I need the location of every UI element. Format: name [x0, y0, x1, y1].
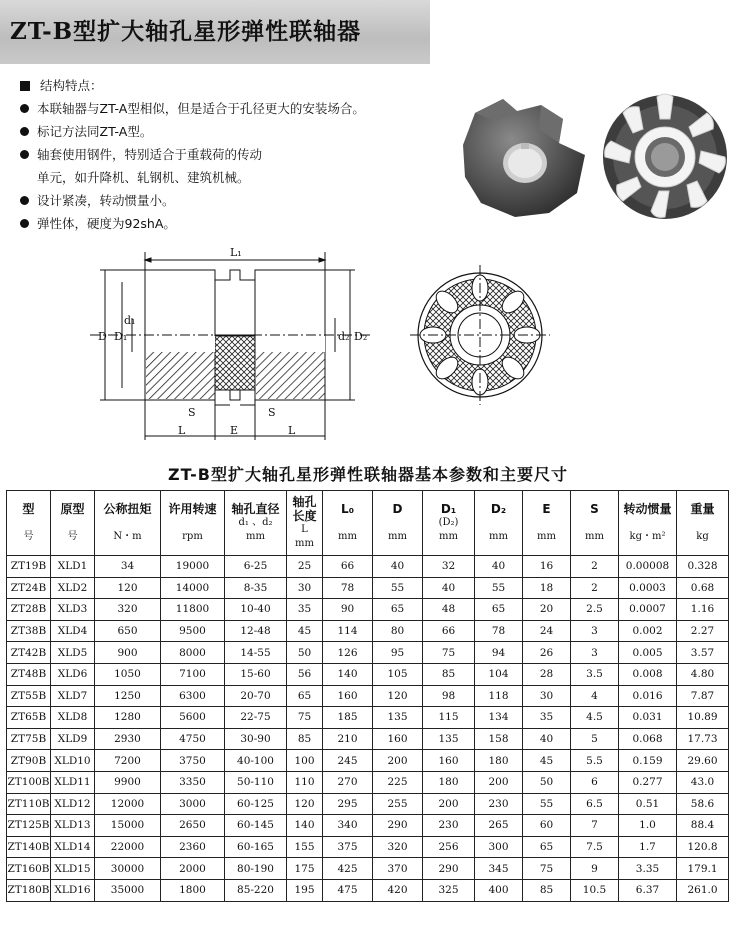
table-cell: 114: [323, 620, 373, 642]
hub-photo: [463, 99, 585, 217]
table-cell: 245: [323, 750, 373, 772]
table-cell: 160: [373, 728, 423, 750]
feature-item: [20, 143, 365, 166]
table-cell: 45: [287, 620, 323, 642]
table-cell: 43.0: [677, 771, 729, 793]
table-cell: 175: [287, 858, 323, 880]
table-row: [7, 793, 729, 815]
table-cell: 32: [423, 556, 475, 578]
table-cell: 160: [423, 750, 475, 772]
table-cell: 0.328: [677, 556, 729, 578]
label-d1: d₁: [124, 314, 136, 327]
label-L-left: L: [178, 424, 186, 437]
table-cell: 110: [287, 771, 323, 793]
table-cell: 4750: [161, 728, 225, 750]
label-D1: D₁: [114, 330, 128, 343]
table-cell: 420: [373, 879, 423, 901]
table-row: [7, 599, 729, 621]
table-row: [7, 750, 729, 772]
table-cell: 65: [523, 836, 571, 858]
table-cell: 3: [571, 642, 619, 664]
table-cell: 105: [373, 663, 423, 685]
table-cell: 45: [523, 750, 571, 772]
table-cell: XLD15: [51, 858, 95, 880]
table-title: ZT-B型扩大轴孔星形弹性联轴器基本参数和主要尺寸: [167, 465, 568, 484]
table-row: [7, 815, 729, 837]
table-cell: ZT24B: [7, 577, 51, 599]
table-cell: 7.5: [571, 836, 619, 858]
table-cell: 126: [323, 642, 373, 664]
table-cell: ZT38B: [7, 620, 51, 642]
table-cell: 6: [571, 771, 619, 793]
table-cell: 1050: [95, 663, 161, 685]
table-cell: 290: [373, 815, 423, 837]
table-cell: 6300: [161, 685, 225, 707]
table-row: [7, 836, 729, 858]
table-cell: XLD3: [51, 599, 95, 621]
table-cell: 55: [373, 577, 423, 599]
table-cell: 75: [523, 858, 571, 880]
table-cell: 370: [373, 858, 423, 880]
table-cell: 85: [287, 728, 323, 750]
table-cell: 180: [423, 771, 475, 793]
table-cell: 185: [323, 707, 373, 729]
table-cell: 1800: [161, 879, 225, 901]
table-cell: 14-55: [225, 642, 287, 664]
table-cell: 16: [523, 556, 571, 578]
bullet-icon: [20, 219, 29, 228]
table-cell: 1.7: [619, 836, 677, 858]
table-cell: 22-75: [225, 707, 287, 729]
column-header: L₀ mm: [323, 491, 373, 556]
table-cell: 30000: [95, 858, 161, 880]
column-header: 转动惯量 kg・m²: [619, 491, 677, 556]
table-cell: 115: [423, 707, 475, 729]
table-cell: 2930: [95, 728, 161, 750]
table-cell: XLD13: [51, 815, 95, 837]
table-cell: 1280: [95, 707, 161, 729]
table-cell: 60-145: [225, 815, 287, 837]
table-cell: 0.51: [619, 793, 677, 815]
table-cell: 2650: [161, 815, 225, 837]
table-cell: 7.87: [677, 685, 729, 707]
table-cell: 100: [287, 750, 323, 772]
table-cell: 15-60: [225, 663, 287, 685]
table-cell: 1.0: [619, 815, 677, 837]
table-cell: 3350: [161, 771, 225, 793]
table-cell: 140: [287, 815, 323, 837]
table-cell: 66: [323, 556, 373, 578]
table-cell: 400: [475, 879, 523, 901]
table-cell: 30-90: [225, 728, 287, 750]
column-header: D mm: [373, 491, 423, 556]
table-cell: 0.159: [619, 750, 677, 772]
table-cell: 24: [523, 620, 571, 642]
table-cell: 120.8: [677, 836, 729, 858]
table-cell: ZT55B: [7, 685, 51, 707]
table-cell: 3.5: [571, 663, 619, 685]
table-cell: 10-40: [225, 599, 287, 621]
label-d2: d₂: [338, 330, 350, 343]
bullet-icon: [20, 196, 29, 205]
table-cell: ZT42B: [7, 642, 51, 664]
column-header: 许用转速 rpm: [161, 491, 225, 556]
features-section: [20, 74, 365, 235]
feature-item: [20, 189, 365, 212]
table-cell: XLD2: [51, 577, 95, 599]
table-cell: 4.80: [677, 663, 729, 685]
table-cell: 160: [323, 685, 373, 707]
table-cell: 80-190: [225, 858, 287, 880]
table-cell: 48: [423, 599, 475, 621]
table-cell: 140: [323, 663, 373, 685]
table-row: [7, 879, 729, 901]
label-S-right: S: [268, 406, 276, 419]
table-cell: 50-110: [225, 771, 287, 793]
table-cell: 14000: [161, 577, 225, 599]
feature-text: 本联轴器与ZT-A型相似，但是适合于孔径更大的安装场合。: [37, 101, 365, 116]
table-cell: 15000: [95, 815, 161, 837]
column-header: 原型 号: [51, 491, 95, 556]
table-cell: 40: [423, 577, 475, 599]
table-cell: 4: [571, 685, 619, 707]
features-heading-text: 结构特点：: [40, 78, 103, 93]
features-heading: [20, 74, 365, 97]
table-cell: XLD5: [51, 642, 95, 664]
table-cell: 94: [475, 642, 523, 664]
product-photos: [455, 85, 735, 235]
table-cell: 2: [571, 556, 619, 578]
table-cell: ZT75B: [7, 728, 51, 750]
table-cell: 5: [571, 728, 619, 750]
table-cell: 270: [323, 771, 373, 793]
table-cell: 2.27: [677, 620, 729, 642]
table-cell: 3.57: [677, 642, 729, 664]
table-cell: 7200: [95, 750, 161, 772]
table-cell: XLD6: [51, 663, 95, 685]
table-cell: ZT65B: [7, 707, 51, 729]
table-cell: 6.37: [619, 879, 677, 901]
table-cell: 34: [95, 556, 161, 578]
table-cell: 66: [423, 620, 475, 642]
table-cell: 2360: [161, 836, 225, 858]
table-cell: 29.60: [677, 750, 729, 772]
table-cell: XLD8: [51, 707, 95, 729]
table-cell: 0.008: [619, 663, 677, 685]
table-cell: 95: [373, 642, 423, 664]
table-cell: 290: [423, 858, 475, 880]
table-cell: 22000: [95, 836, 161, 858]
table-cell: 5.5: [571, 750, 619, 772]
table-cell: 25: [287, 556, 323, 578]
table-cell: 0.68: [677, 577, 729, 599]
table-cell: 85: [523, 879, 571, 901]
table-cell: XLD4: [51, 620, 95, 642]
spec-table-body: [7, 556, 729, 902]
table-cell: 230: [475, 793, 523, 815]
table-cell: 50: [287, 642, 323, 664]
table-cell: XLD16: [51, 879, 95, 901]
table-cell: 180: [475, 750, 523, 772]
table-cell: XLD11: [51, 771, 95, 793]
table-row: [7, 663, 729, 685]
table-cell: 60-165: [225, 836, 287, 858]
dimension-drawing: [70, 240, 630, 455]
table-row: [7, 771, 729, 793]
table-cell: 3000: [161, 793, 225, 815]
label-D2: D₂: [354, 330, 368, 343]
table-cell: 75: [287, 707, 323, 729]
table-cell: 295: [323, 793, 373, 815]
feature-text: 标记方法同ZT-A型。: [37, 124, 153, 139]
spider-photo: [603, 94, 727, 219]
table-cell: 18: [523, 577, 571, 599]
table-cell: 9500: [161, 620, 225, 642]
column-header: D₂ mm: [475, 491, 523, 556]
table-row: [7, 728, 729, 750]
table-cell: 230: [423, 815, 475, 837]
table-cell: 8-35: [225, 577, 287, 599]
table-cell: 0.031: [619, 707, 677, 729]
table-cell: 12-48: [225, 620, 287, 642]
label-D: D: [98, 330, 107, 343]
feature-item: [20, 212, 365, 235]
spec-table-header: [7, 491, 729, 556]
table-cell: XLD1: [51, 556, 95, 578]
table-cell: 78: [323, 577, 373, 599]
table-cell: 265: [475, 815, 523, 837]
table-cell: 58.6: [677, 793, 729, 815]
table-cell: 40: [475, 556, 523, 578]
feature-item: [20, 120, 365, 143]
table-row: [7, 577, 729, 599]
table-cell: 158: [475, 728, 523, 750]
table-cell: XLD12: [51, 793, 95, 815]
label-L1: L₁: [230, 246, 242, 259]
column-header: E mm: [523, 491, 571, 556]
table-cell: 65: [475, 599, 523, 621]
table-cell: 118: [475, 685, 523, 707]
table-cell: 2.5: [571, 599, 619, 621]
title-bar: [0, 0, 430, 64]
table-cell: 1.16: [677, 599, 729, 621]
table-cell: 20-70: [225, 685, 287, 707]
table-cell: XLD7: [51, 685, 95, 707]
table-cell: 340: [323, 815, 373, 837]
table-cell: 78: [475, 620, 523, 642]
table-cell: 65: [287, 685, 323, 707]
bullet-icon: [20, 150, 29, 159]
table-cell: 5600: [161, 707, 225, 729]
table-cell: 90: [323, 599, 373, 621]
table-cell: 300: [475, 836, 523, 858]
table-cell: 35: [523, 707, 571, 729]
table-cell: 3750: [161, 750, 225, 772]
table-cell: 120: [95, 577, 161, 599]
feature-text: 弹性体，硬度为92shA。: [37, 216, 176, 231]
table-row: [7, 556, 729, 578]
table-cell: 1250: [95, 685, 161, 707]
table-row: [7, 642, 729, 664]
table-cell: 650: [95, 620, 161, 642]
table-cell: 35000: [95, 879, 161, 901]
table-cell: 200: [475, 771, 523, 793]
table-cell: 104: [475, 663, 523, 685]
feature-text: 设计紧凑，转动惯量小。: [37, 193, 175, 208]
feature-item: [20, 97, 365, 120]
table-row: [7, 685, 729, 707]
table-cell: ZT48B: [7, 663, 51, 685]
table-cell: 12000: [95, 793, 161, 815]
table-cell: 134: [475, 707, 523, 729]
table-cell: 0.0007: [619, 599, 677, 621]
table-cell: 50: [523, 771, 571, 793]
table-cell: ZT28B: [7, 599, 51, 621]
label-L-right: L: [288, 424, 296, 437]
table-cell: 0.00008: [619, 556, 677, 578]
table-cell: 0.016: [619, 685, 677, 707]
table-cell: 3: [571, 620, 619, 642]
table-cell: 30: [523, 685, 571, 707]
column-header: 公称扭矩 N・m: [95, 491, 161, 556]
table-cell: ZT160B: [7, 858, 51, 880]
table-row: [7, 707, 729, 729]
table-cell: 85-220: [225, 879, 287, 901]
square-bullet-icon: [20, 81, 30, 91]
table-cell: 120: [373, 685, 423, 707]
table-cell: 320: [95, 599, 161, 621]
table-cell: 0.0003: [619, 577, 677, 599]
table-cell: XLD14: [51, 836, 95, 858]
table-cell: 7100: [161, 663, 225, 685]
table-cell: 20: [523, 599, 571, 621]
table-cell: 7: [571, 815, 619, 837]
table-cell: 40: [523, 728, 571, 750]
table-cell: 6.5: [571, 793, 619, 815]
table-cell: 320: [373, 836, 423, 858]
table-cell: 40-100: [225, 750, 287, 772]
table-cell: 195: [287, 879, 323, 901]
table-cell: 10.89: [677, 707, 729, 729]
table-cell: 425: [323, 858, 373, 880]
table-cell: 26: [523, 642, 571, 664]
table-cell: 256: [423, 836, 475, 858]
table-cell: 55: [523, 793, 571, 815]
table-cell: 9: [571, 858, 619, 880]
table-cell: ZT90B: [7, 750, 51, 772]
table-cell: 120: [287, 793, 323, 815]
table-cell: 60: [523, 815, 571, 837]
table-cell: 179.1: [677, 858, 729, 880]
feature-text: 轴套使用钢件，特别适合于重载荷的传动: [37, 147, 263, 162]
end-view: [410, 265, 550, 405]
table-cell: 75: [423, 642, 475, 664]
table-cell: 325: [423, 879, 475, 901]
table-cell: 8000: [161, 642, 225, 664]
table-cell: 225: [373, 771, 423, 793]
table-cell: 19000: [161, 556, 225, 578]
table-cell: 55: [475, 577, 523, 599]
table-row: [7, 620, 729, 642]
table-cell: 17.73: [677, 728, 729, 750]
table-cell: 0.277: [619, 771, 677, 793]
table-cell: 135: [423, 728, 475, 750]
table-cell: 200: [373, 750, 423, 772]
table-cell: 35: [287, 599, 323, 621]
feature-continuation: 单元，如升降机、轧钢机、建筑机械。: [37, 170, 250, 185]
column-header: 轴孔长度 L mm: [287, 491, 323, 556]
table-cell: 30: [287, 577, 323, 599]
table-cell: 2000: [161, 858, 225, 880]
label-S-left: S: [188, 406, 196, 419]
table-cell: ZT100B: [7, 771, 51, 793]
table-cell: 65: [373, 599, 423, 621]
table-cell: 4.5: [571, 707, 619, 729]
table-cell: 10.5: [571, 879, 619, 901]
table-cell: 6-25: [225, 556, 287, 578]
column-header: S mm: [571, 491, 619, 556]
table-cell: 0.068: [619, 728, 677, 750]
table-cell: 375: [323, 836, 373, 858]
column-header: 型 号: [7, 491, 51, 556]
table-cell: 261.0: [677, 879, 729, 901]
bullet-icon: [20, 104, 29, 113]
table-cell: 60-125: [225, 793, 287, 815]
table-cell: 28: [523, 663, 571, 685]
column-header: 重量 kg: [677, 491, 729, 556]
table-cell: 85: [423, 663, 475, 685]
table-cell: 210: [323, 728, 373, 750]
table-cell: ZT125B: [7, 815, 51, 837]
table-cell: ZT140B: [7, 836, 51, 858]
column-header: 轴孔直径 d₁ 、d₂ mm: [225, 491, 287, 556]
table-cell: 135: [373, 707, 423, 729]
table-cell: 475: [323, 879, 373, 901]
table-cell: 56: [287, 663, 323, 685]
table-cell: 0.005: [619, 642, 677, 664]
table-cell: 11800: [161, 599, 225, 621]
table-cell: 9900: [95, 771, 161, 793]
table-cell: 80: [373, 620, 423, 642]
table-cell: 3.35: [619, 858, 677, 880]
table-cell: 88.4: [677, 815, 729, 837]
table-cell: 200: [423, 793, 475, 815]
table-cell: 0.002: [619, 620, 677, 642]
column-header: D₁ (D₂) mm: [423, 491, 475, 556]
table-cell: XLD10: [51, 750, 95, 772]
bullet-icon: [20, 127, 29, 136]
table-cell: ZT19B: [7, 556, 51, 578]
table-cell: 40: [373, 556, 423, 578]
table-cell: 2: [571, 577, 619, 599]
table-cell: 255: [373, 793, 423, 815]
page-title: ZT-B型扩大轴孔星形弹性联轴器: [10, 18, 362, 45]
table-cell: 900: [95, 642, 161, 664]
table-cell: 155: [287, 836, 323, 858]
table-row: [7, 858, 729, 880]
table-cell: 345: [475, 858, 523, 880]
table-cell: 98: [423, 685, 475, 707]
table-cell: ZT110B: [7, 793, 51, 815]
spec-table: [6, 490, 729, 902]
table-cell: XLD9: [51, 728, 95, 750]
table-cell: ZT180B: [7, 879, 51, 901]
label-E: E: [230, 424, 239, 437]
